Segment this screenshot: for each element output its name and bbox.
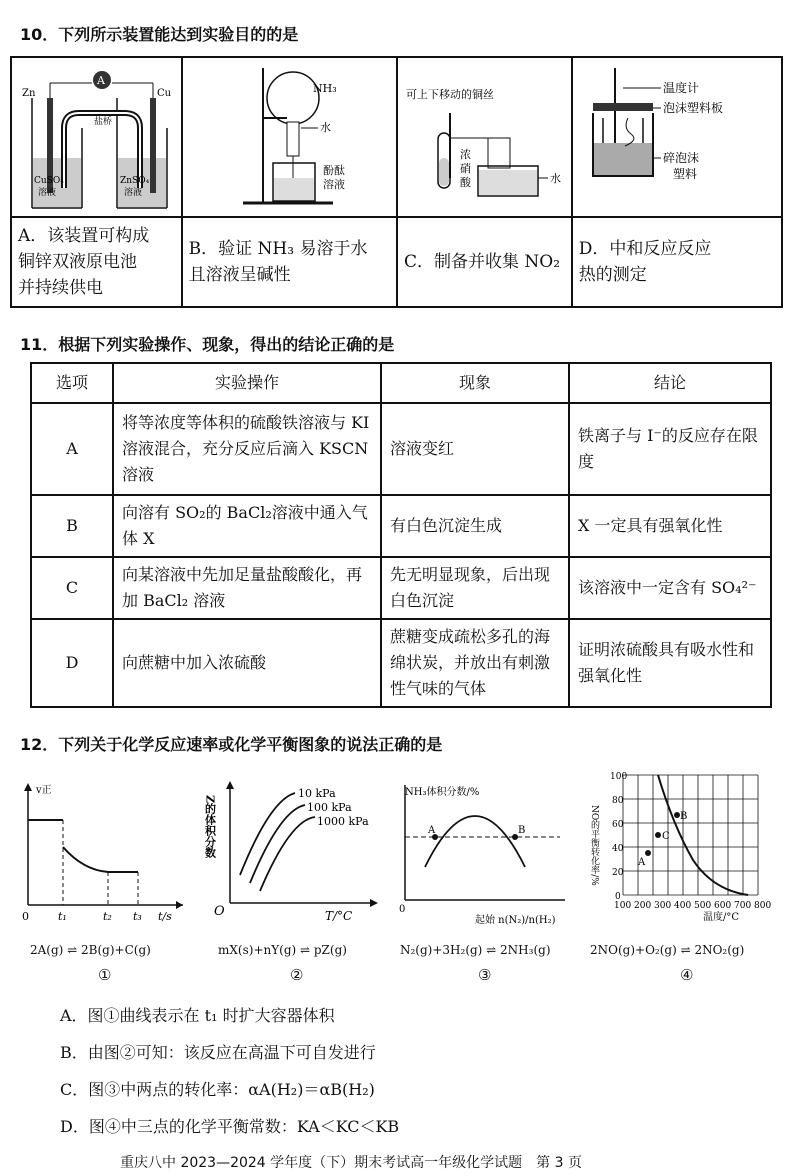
phenolphthalein-label: 酚酞 xyxy=(322,164,345,177)
apparatus-c-cell xyxy=(397,57,572,217)
question-10-table xyxy=(10,56,783,308)
g1-xlabel: t/s xyxy=(158,910,172,923)
nh3-label: NH₃ xyxy=(312,82,337,95)
table-row: B 向溶有 SO₂的 BaCl₂溶液中通入气体 X 有白色沉淀生成 X 一定具有强氧化性 xyxy=(31,495,771,557)
g3-equation: N₂(g)+3H₂(g) ⇌ 2NH₃(g) xyxy=(400,943,551,957)
svg-text:60: 60 xyxy=(612,820,624,830)
svg-text:t₂: t₂ xyxy=(103,910,112,923)
svg-text:500: 500 xyxy=(694,901,712,911)
header-conclusion: 结论 xyxy=(569,363,771,403)
table-header-row xyxy=(31,363,771,403)
svg-text:O: O xyxy=(214,904,225,919)
no2-generation-diagram xyxy=(398,58,568,216)
q12-option-b: B．由图②可知：该反应在高温下可自发进行 xyxy=(60,1043,376,1062)
question-11-title: 11．根据下列实验操作、现象，得出的结论正确的是 xyxy=(20,335,395,354)
svg-text:40: 40 xyxy=(612,844,624,854)
svg-text:20: 20 xyxy=(612,868,624,878)
g2-curve-1000kpa: 1000 kPa xyxy=(317,815,369,828)
q12-option-a: A．图①曲线表示在 t₁ 时扩大容器体积 xyxy=(60,1006,335,1025)
svg-text:300: 300 xyxy=(654,901,672,911)
galvanic-cell-diagram xyxy=(12,58,178,216)
plastic-label: 塑料 xyxy=(672,167,697,181)
g3-ylabel: NH₃体积分数/% xyxy=(405,787,480,798)
copper-wire-label: 可上下移动的铜丝 xyxy=(405,88,494,101)
graph-3-nh3-fraction xyxy=(395,775,575,935)
g4-point-a: A xyxy=(638,857,646,868)
svg-text:0: 0 xyxy=(615,892,621,902)
apparatus-a-cell xyxy=(11,57,182,217)
g4-ylabel: NO的平衡转化率/% xyxy=(589,805,599,886)
cuso4-solution-label: 溶液 xyxy=(38,188,57,198)
g3-point-b: B xyxy=(518,825,526,836)
g2-number: ② xyxy=(290,966,304,984)
g4-point-c: C xyxy=(662,831,670,842)
g4-point-b: B xyxy=(680,811,688,822)
znso4-label: ZnSO₄ xyxy=(120,176,150,186)
option-10-c: C．制备并收集 NO₂ xyxy=(397,217,572,307)
g1-ylabel: v正 xyxy=(36,785,52,796)
graph-1-rate-time xyxy=(18,775,193,925)
q12-option-d: D．图④中三点的化学平衡常数：KA＜KC＜KB xyxy=(60,1117,400,1136)
svg-text:200: 200 xyxy=(634,901,652,911)
option-10-b: B．验证 NH₃ 易溶于水 且溶液呈碱性 xyxy=(182,217,397,307)
g1-equation: 2A(g) ⇌ 2B(g)+C(g) xyxy=(30,943,151,957)
water-label: 水 xyxy=(319,121,331,134)
g4-number: ④ xyxy=(680,966,694,984)
g2-ylabel: Z的体积分数 xyxy=(203,795,217,859)
g4-xlabel: 温度/°C xyxy=(703,912,740,923)
svg-text:400: 400 xyxy=(674,901,692,911)
header-phenomenon: 现象 xyxy=(381,363,569,403)
znso4-solution-label: 溶液 xyxy=(124,188,143,198)
thermometer-label: 温度计 xyxy=(662,81,699,95)
table-row: A 将等浓度等体积的硫酸铁溶液与 KI 溶液混合，充分反应后滴入 KSCN 溶液 溶液变红 铁离子与 I⁻的反应存在限度 xyxy=(31,403,771,495)
table-row: C 向某溶液中先加足量盐酸酸化，再加 BaCl₂ 溶液 先无明显现象，后出现白色沉淀 该溶液中一定含有 SO₄²⁻ xyxy=(31,557,771,619)
g3-number: ③ xyxy=(478,966,492,984)
g2-xlabel: T/°C xyxy=(325,909,353,923)
water-label-c: 水 xyxy=(549,172,561,185)
graph-4-no-conversion xyxy=(588,765,788,940)
svg-text:80: 80 xyxy=(612,796,624,806)
cuso4-label: CuSO₄ xyxy=(34,176,64,186)
header-option: 选项 xyxy=(31,363,113,403)
solution-label: 溶液 xyxy=(322,178,345,191)
cu-label: Cu xyxy=(157,88,172,99)
ammeter-label: A xyxy=(97,74,105,87)
svg-text:0: 0 xyxy=(22,910,29,923)
svg-text:600: 600 xyxy=(714,901,732,911)
zn-label: Zn xyxy=(22,88,36,99)
g1-number: ① xyxy=(98,966,112,984)
g2-equation: mX(s)+nY(g) ⇌ pZ(g) xyxy=(218,943,347,957)
g2-curve-100kpa: 100 kPa xyxy=(307,801,352,814)
svg-text:100: 100 xyxy=(614,901,632,911)
acid-label: 酸 xyxy=(459,176,471,189)
g3-point-a: A xyxy=(428,825,436,836)
conc-label: 浓 xyxy=(459,148,471,161)
g2-curve-10kpa: 10 kPa xyxy=(298,787,336,800)
nitric-label: 硝 xyxy=(459,162,471,175)
header-operation: 实验操作 xyxy=(113,363,381,403)
question-12-title: 12．下列关于化学反应速率或化学平衡图象的说法正确的是 xyxy=(20,735,443,754)
g3-xlabel: 起始 n(N₂)/n(H₂) xyxy=(475,915,556,926)
svg-text:t₁: t₁ xyxy=(58,910,67,923)
option-10-d: D．中和反应反应 热的测定 xyxy=(572,217,782,307)
svg-text:0: 0 xyxy=(399,904,406,915)
table-row: D 向蔗糖中加入浓硫酸 蔗糖变成疏松多孔的海绵状炭，并放出有刺激性气味的气体 证明浓硫酸具有吸水性和强氧化性 xyxy=(31,619,771,707)
svg-text:100: 100 xyxy=(610,772,628,782)
question-11-table xyxy=(30,362,772,708)
apparatus-d-cell xyxy=(572,57,782,217)
apparatus-b-cell xyxy=(182,57,397,217)
question-10-title: 10．下列所示装置能达到实验目的的是 xyxy=(20,25,299,44)
foam-pieces-label: 碎泡沫 xyxy=(662,151,699,165)
svg-text:800: 800 xyxy=(754,901,772,911)
graph-2-z-fraction xyxy=(200,775,385,925)
salt-bridge-label: 盐桥 xyxy=(94,117,113,127)
svg-text:t₃: t₃ xyxy=(133,910,142,923)
option-10-a: A．该装置可构成 铜锌双液原电池 并持续供电 xyxy=(11,217,182,307)
foam-board-label: 泡沫塑料板 xyxy=(662,101,723,115)
svg-text:700: 700 xyxy=(734,901,752,911)
calorimeter-diagram xyxy=(573,58,778,216)
page-footer: 重庆八中 2023—2024 学年度（下）期末考试高一年级化学试题 第 3 页 xyxy=(120,1155,582,1171)
g4-equation: 2NO(g)+O₂(g) ⇌ 2NO₂(g) xyxy=(590,943,745,957)
ammonia-fountain-diagram xyxy=(183,58,393,216)
q12-option-c: C．图③中两点的转化率：αA(H₂)＝αB(H₂) xyxy=(60,1080,375,1099)
